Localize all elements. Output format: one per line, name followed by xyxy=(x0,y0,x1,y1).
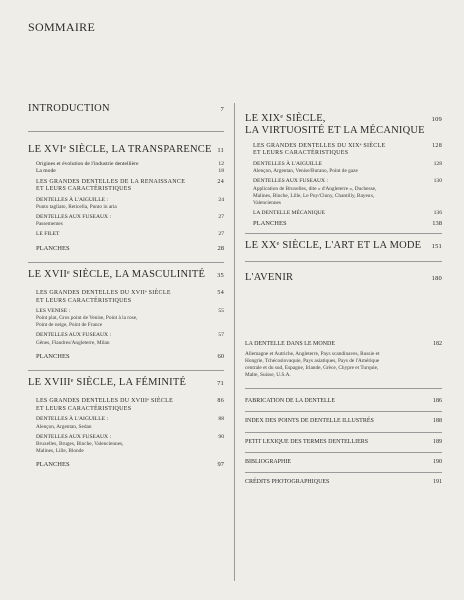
section-title: LE XVIIᵉ SIÈCLE, LA MASCULINITÉ xyxy=(28,269,206,281)
section-title: L'AVENIR xyxy=(245,272,294,284)
toc-entry[interactable]: LES GRANDES DENTELLES DU XVIIᵉ SIÈCLE ET LEURS CARACTÉRISTIQUES 54 xyxy=(36,290,224,304)
toc-xix-siecle[interactable] xyxy=(245,113,442,227)
toc-subentry: Point de neige, Point de France xyxy=(36,322,103,329)
toc-bibliographie[interactable]: BIBLIOGRAPHIE 190 xyxy=(245,459,442,466)
toc-introduction[interactable] xyxy=(28,103,224,116)
toc-entry[interactable]: LES GRANDES DENTELLES DU XVIIIᵉ SIÈCLE ET LEURS CARACTÉRISTIQUES 86 xyxy=(36,398,224,412)
toc-entry[interactable]: PLANCHES 138 xyxy=(253,220,442,228)
toc-dentelle-monde[interactable]: LA DENTELLE DANS LE MONDE 182 Allemagne et Autriche, Angleterre, Pays scandinaves, Russie et Hongrie, Tchécoslovaquie, Pays asiatiques, Pays de l'Amérique centrale et du sud, Espagne, Irlande, Grèce, Chypre et Turquie, Malte, Suisse, U.S.A. xyxy=(245,341,442,378)
page-number: 11 xyxy=(217,147,224,154)
toc-subentry: Application de Bruxelles, dite « d'Angleterre », Duchesse, xyxy=(253,185,377,192)
toc-entry[interactable]: DENTELLES AUX FUSEAUX : 27 xyxy=(36,214,224,221)
toc-subentry: Bruxelles, Bruges, Binche, Valenciennes, xyxy=(36,440,124,447)
toc-xviii-siecle[interactable] xyxy=(28,377,224,468)
toc-subentry: Malines, Lille, Blonde xyxy=(36,447,84,454)
toc-subentry: Point plat, Gros point de Venise, Point à la rose, xyxy=(36,315,138,322)
toc-entry[interactable]: PLANCHES 60 xyxy=(36,352,224,360)
toc-subentry: Valenciennes xyxy=(253,199,281,206)
toc-entry[interactable]: Origines et évolution de l'industrie dentellière 12 xyxy=(36,161,224,167)
section-title: LE XIXᵉ SIÈCLE, xyxy=(245,113,326,124)
page-number: 151 xyxy=(431,243,442,251)
section-title: LE XVIIIᵉ SIÈCLE, LA FÉMINITÉ xyxy=(28,377,187,389)
toc-subentry: Hongrie, Tchécoslovaquie, Pays asiatiques, Pays de l'Amérique xyxy=(245,357,380,364)
toc-entry[interactable]: PLANCHES 28 xyxy=(36,244,224,252)
toc-subentry: Alençon, Argentan, Sedan xyxy=(36,423,92,430)
section-title: LE XXᵉ SIÈCLE, L'ART ET LA MODE xyxy=(245,240,422,252)
toc-xvi-siecle[interactable] xyxy=(28,144,224,252)
toc-entry[interactable]: DENTELLES À L'AIGUILLE : 24 xyxy=(36,196,224,203)
page-number: 7 xyxy=(220,106,224,113)
toc-xvii-siecle[interactable] xyxy=(28,269,224,360)
toc-index[interactable]: INDEX DES POINTS DE DENTELLE ILLUSTRÉS 188 xyxy=(245,418,442,425)
toc-subentry: Passementes xyxy=(36,221,63,228)
toc-subentry: Allemagne et Autriche, Angleterre, Pays scandinaves, Russie et xyxy=(245,350,380,357)
toc-entry[interactable]: La mode 18 xyxy=(36,168,224,175)
toc-subentry: Malte, Suisse, U.S.A. xyxy=(245,371,291,378)
toc-subentry: Gênes, Flandres/Angleterre, Milan xyxy=(36,339,110,346)
toc-subentry: Malines, Binche, Lille, Le Puy/Cluny, Chantilly, Bayeux, xyxy=(253,192,375,199)
page-number: 180 xyxy=(431,275,442,283)
toc-entry[interactable]: DENTELLES AUX FUSEAUX : 57 xyxy=(36,332,224,339)
right-column xyxy=(245,113,442,487)
section-title: LA VIRTUOSITÉ ET LA MÉCANIQUE xyxy=(245,125,425,136)
page-title: SOMMAIRE xyxy=(28,20,96,34)
toc-entry[interactable]: PLANCHES 97 xyxy=(36,460,224,468)
section-title: INTRODUCTION xyxy=(28,103,110,114)
toc-entry[interactable]: LES GRANDES DENTELLES DU XIXᵉ SIÈCLE ET LEURS CARACTÉRISTIQUES 128 xyxy=(253,143,442,157)
toc-subentry: Alençon, Argentan, Venise/Burano, Point de gaze xyxy=(253,168,358,175)
toc-entry[interactable]: LES GRANDES DENTELLES DE LA RENAISSANCE ET LEURS CARACTÉRISTIQUES 24 xyxy=(36,178,224,193)
left-column xyxy=(28,103,224,468)
toc-entry[interactable]: LA DENTELLE MÉCANIQUE 136 xyxy=(253,209,442,216)
toc-credits[interactable]: CRÉDITS PHOTOGRAPHIQUES 191 xyxy=(245,479,442,486)
divider xyxy=(28,131,224,132)
toc-entry[interactable]: DENTELLES À L'AIGUILLE 128 xyxy=(253,160,442,167)
toc-xx-siecle[interactable] xyxy=(245,240,442,253)
toc-fabrication[interactable]: FABRICATION DE LA DENTELLE 186 xyxy=(245,397,442,404)
toc-entry[interactable]: DENTELLES AUX FUSEAUX : 90 xyxy=(36,433,224,440)
column-divider xyxy=(234,103,235,581)
page-number: 109 xyxy=(431,116,442,123)
toc-subentry: Punto tagliato, Reticella, Punto in aria xyxy=(36,204,117,211)
toc-lexique[interactable]: PETIT LEXIQUE DES TERMES DENTELLIERS 189 xyxy=(245,438,442,445)
toc-entry[interactable]: LE FILET 27 xyxy=(36,231,224,238)
toc-entry[interactable]: DENTELLES À L'AIGUILLE : 88 xyxy=(36,416,224,423)
section-title: LE XVIᵉ SIÈCLE, LA TRANSPARENCE xyxy=(28,144,212,155)
toc-entry[interactable]: LES VENISE : 55 xyxy=(36,308,224,315)
page-number: 71 xyxy=(217,380,224,388)
toc-entry[interactable]: DENTELLES AUX FUSEAUX : 130 xyxy=(253,178,442,185)
toc-avenir[interactable] xyxy=(245,272,442,285)
toc-subentry: centrale et du sud, Espagne, Irlande, Grèce, Chypre et Turquie, xyxy=(245,364,379,371)
page-number: 35 xyxy=(217,272,224,280)
